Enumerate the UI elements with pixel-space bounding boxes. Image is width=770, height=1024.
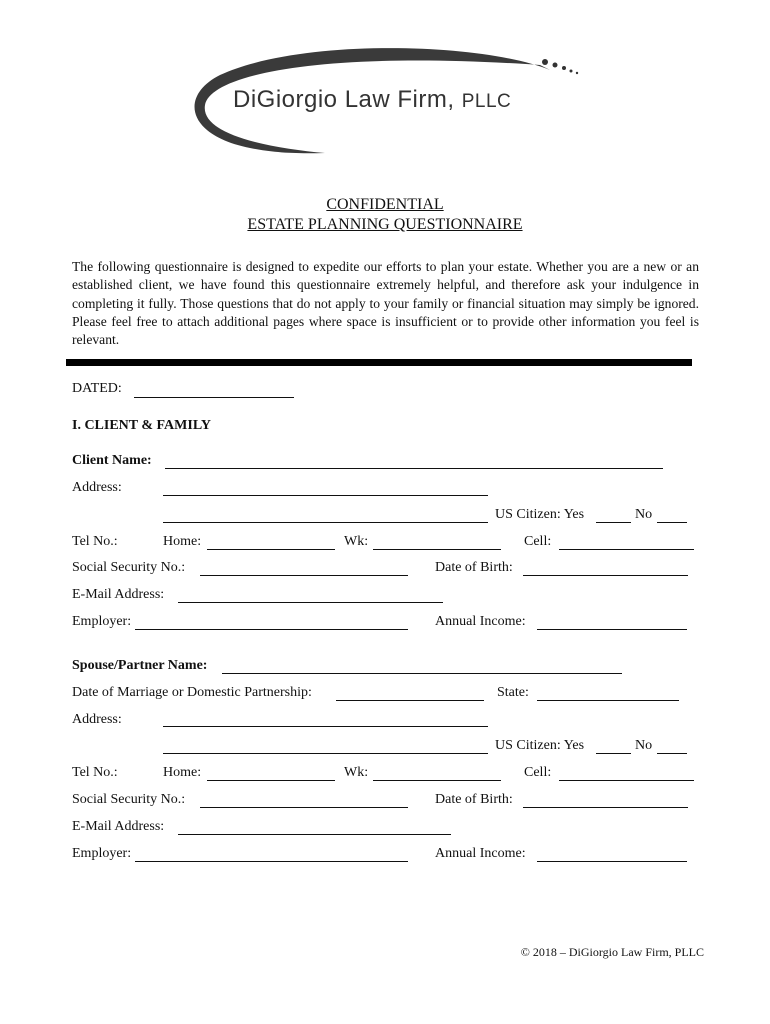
spouse-state-label: State: — [497, 685, 529, 700]
client-home-label: Home: — [163, 534, 202, 549]
client-work-phone-field[interactable] — [373, 549, 501, 550]
client-address-line-2[interactable] — [163, 522, 488, 523]
spouse-dob-label: Date of Birth: — [435, 792, 513, 807]
spouse-cell-label: Cell: — [524, 765, 552, 780]
spouse-state-field[interactable] — [537, 700, 679, 701]
spouse-income-field[interactable] — [537, 861, 687, 862]
spouse-name-field[interactable] — [222, 673, 622, 674]
intro-paragraph: The following questionnaire is designed to expedite our efforts to plan your estate. Whether you are a new or an established client, we have found this questionnaire extremely helpful, and therefore ask your indulgence in completing it fully. Those questions that do not apply to your family or financial situation may simply be ignored. Please feel free to attach additional pages where space is insufficient or to provide other information you feel is relevant. — [72, 259, 699, 348]
spouse-home-label: Home: — [163, 765, 202, 780]
client-citizen-yes-field[interactable] — [596, 522, 631, 523]
spouse-address-label: Address: — [72, 712, 122, 727]
client-citizen-no-label: No — [635, 507, 653, 522]
spouse-tel-label: Tel No.: — [72, 765, 118, 780]
client-ssn-field[interactable] — [200, 575, 408, 576]
spouse-income-label: Annual Income: — [435, 846, 526, 861]
spouse-email-field[interactable] — [178, 834, 451, 835]
spouse-employer-field[interactable] — [135, 861, 408, 862]
confidential-heading: CONFIDENTIAL — [326, 196, 444, 213]
client-citizen-no-field[interactable] — [657, 522, 687, 523]
dated-field[interactable] — [134, 397, 294, 398]
spouse-citizen-yes-field[interactable] — [596, 753, 631, 754]
client-cell-label: Cell: — [524, 534, 552, 549]
dated-label: DATED: — [72, 381, 122, 396]
logo-firm-name: DiGiorgio Law Firm, — [233, 86, 455, 113]
spouse-marriage-label: Date of Marriage or Domestic Partnership: — [72, 685, 312, 700]
client-home-phone-field[interactable] — [207, 549, 335, 550]
client-email-label: E-Mail Address: — [72, 587, 165, 602]
client-employer-field[interactable] — [135, 629, 408, 630]
client-tel-label: Tel No.: — [72, 534, 118, 549]
client-dob-field[interactable] — [523, 575, 688, 576]
spouse-citizen-yes-label: US Citizen: Yes — [495, 738, 585, 753]
spouse-citizen-no-field[interactable] — [657, 753, 687, 754]
spouse-email-label: E-Mail Address: — [72, 819, 165, 834]
client-income-label: Annual Income: — [435, 614, 526, 629]
spouse-ssn-field[interactable] — [200, 807, 408, 808]
questionnaire-title: ESTATE PLANNING QUESTIONNAIRE — [247, 216, 523, 233]
spouse-work-phone-field[interactable] — [373, 780, 501, 781]
section-title: I. CLIENT & FAMILY — [72, 418, 211, 433]
spouse-home-phone-field[interactable] — [207, 780, 335, 781]
client-citizen-yes-label: US Citizen: Yes — [495, 507, 585, 522]
logo-text — [233, 86, 511, 114]
spouse-cell-phone-field[interactable] — [559, 780, 694, 781]
spouse-wk-label: Wk: — [344, 765, 369, 780]
client-email-field[interactable] — [178, 602, 443, 603]
client-wk-label: Wk: — [344, 534, 369, 549]
spouse-address-line-1[interactable] — [163, 726, 488, 727]
spouse-marriage-date-field[interactable] — [336, 700, 484, 701]
client-name-field[interactable] — [165, 468, 663, 469]
client-cell-phone-field[interactable] — [559, 549, 694, 550]
spouse-ssn-label: Social Security No.: — [72, 792, 186, 807]
client-address-line-1[interactable] — [163, 495, 488, 496]
spouse-dob-field[interactable] — [523, 807, 688, 808]
section-divider — [66, 359, 692, 366]
client-dob-label: Date of Birth: — [435, 560, 513, 575]
logo-firm-suffix: PLLC — [461, 91, 512, 112]
spouse-employer-label: Employer: — [72, 846, 132, 861]
spouse-address-line-2[interactable] — [163, 753, 488, 754]
copyright-footer: © 2018 – DiGiorgio Law Firm, PLLC — [520, 945, 704, 959]
spouse-name-label: Spouse/Partner Name: — [72, 658, 208, 673]
client-ssn-label: Social Security No.: — [72, 560, 186, 575]
client-address-label: Address: — [72, 480, 122, 495]
spouse-citizen-no-label: No — [635, 738, 653, 753]
client-income-field[interactable] — [537, 629, 687, 630]
client-employer-label: Employer: — [72, 614, 132, 629]
client-name-label: Client Name: — [72, 453, 152, 468]
